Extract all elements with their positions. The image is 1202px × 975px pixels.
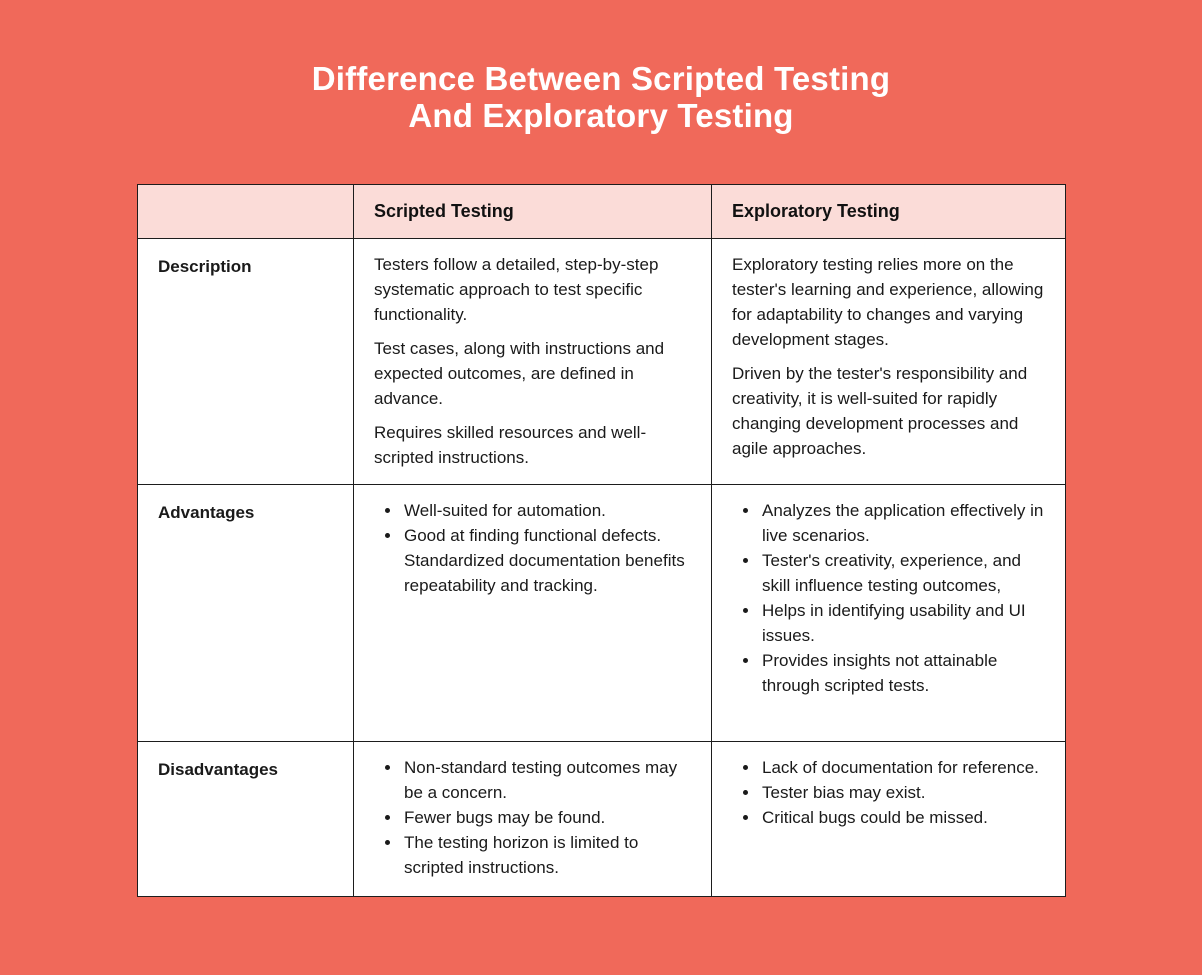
cell-disadvantages-exploratory (712, 742, 1066, 897)
bullet-item: • Critical bugs could be missed. (760, 805, 1047, 830)
row-label-description: Description (138, 239, 354, 485)
page-title (0, 60, 1202, 134)
bullet-item: • Tester's creativity, experience, and skill influence testing outcomes, (760, 548, 1047, 598)
cell-disadvantages-scripted (354, 742, 712, 897)
paragraph: Test cases, along with instructions and expected outcomes, are defined in advance. (374, 339, 665, 408)
bullet-list (374, 755, 693, 880)
header-row (138, 185, 1066, 239)
cell-description-scripted (354, 239, 712, 485)
paragraph: Requires skilled resources and well-scripted instructions. (374, 423, 647, 467)
paragraph: Driven by the tester's responsibility and creativity, it is well-suited for rapidly changing development processes and agile approaches. (732, 364, 1028, 458)
cell-advantages-exploratory (712, 485, 1066, 742)
cell-description-exploratory (712, 239, 1066, 485)
bullet-item: • Well-suited for automation. (402, 498, 693, 523)
table-row-disadvantages (138, 742, 1066, 897)
row-label-disadvantages: Disadvantages (138, 742, 354, 897)
bullet-item: • Provides insights not attainable through scripted tests. (760, 648, 1047, 698)
bullet-list (732, 498, 1047, 698)
bullet-item: • Fewer bugs may be found. (402, 805, 693, 830)
bullet-list (374, 498, 693, 598)
paragraph: Exploratory testing relies more on the tester's learning and experience, allowing for adaptability to changes and varying development stages. (732, 255, 1044, 349)
paragraph: Testers follow a detailed, step-by-step systematic approach to test specific functionality. (374, 255, 659, 324)
bullet-item: • The testing horizon is limited to scripted instructions. (402, 830, 693, 880)
bullet-item: • Good at finding functional defects. Standardized documentation benefits repeatability and tracking. (402, 523, 693, 598)
cell-advantages-scripted (354, 485, 712, 742)
bullet-list (732, 755, 1047, 830)
bullet-item: • Helps in identifying usability and UI issues. (760, 598, 1047, 648)
bullet-item: • Non-standard testing outcomes may be a concern. (402, 755, 693, 805)
comparison-table (137, 184, 1066, 897)
table-row-description (138, 239, 1066, 485)
page-title-line2: And Exploratory Testing (408, 97, 794, 134)
header-cell-scripted-testing: Scripted Testing (354, 185, 712, 239)
bullet-item: • Analyzes the application effectively in live scenarios. (760, 498, 1047, 548)
header-cell-exploratory-testing: Exploratory Testing (712, 185, 1066, 239)
row-label-advantages: Advantages (138, 485, 354, 742)
header-cell-empty (138, 185, 354, 239)
table-row-advantages (138, 485, 1066, 742)
bullet-item: • Tester bias may exist. (760, 780, 1047, 805)
page-title-line1: Difference Between Scripted Testing (311, 60, 891, 97)
bullet-item: • Lack of documentation for reference. (760, 755, 1047, 780)
